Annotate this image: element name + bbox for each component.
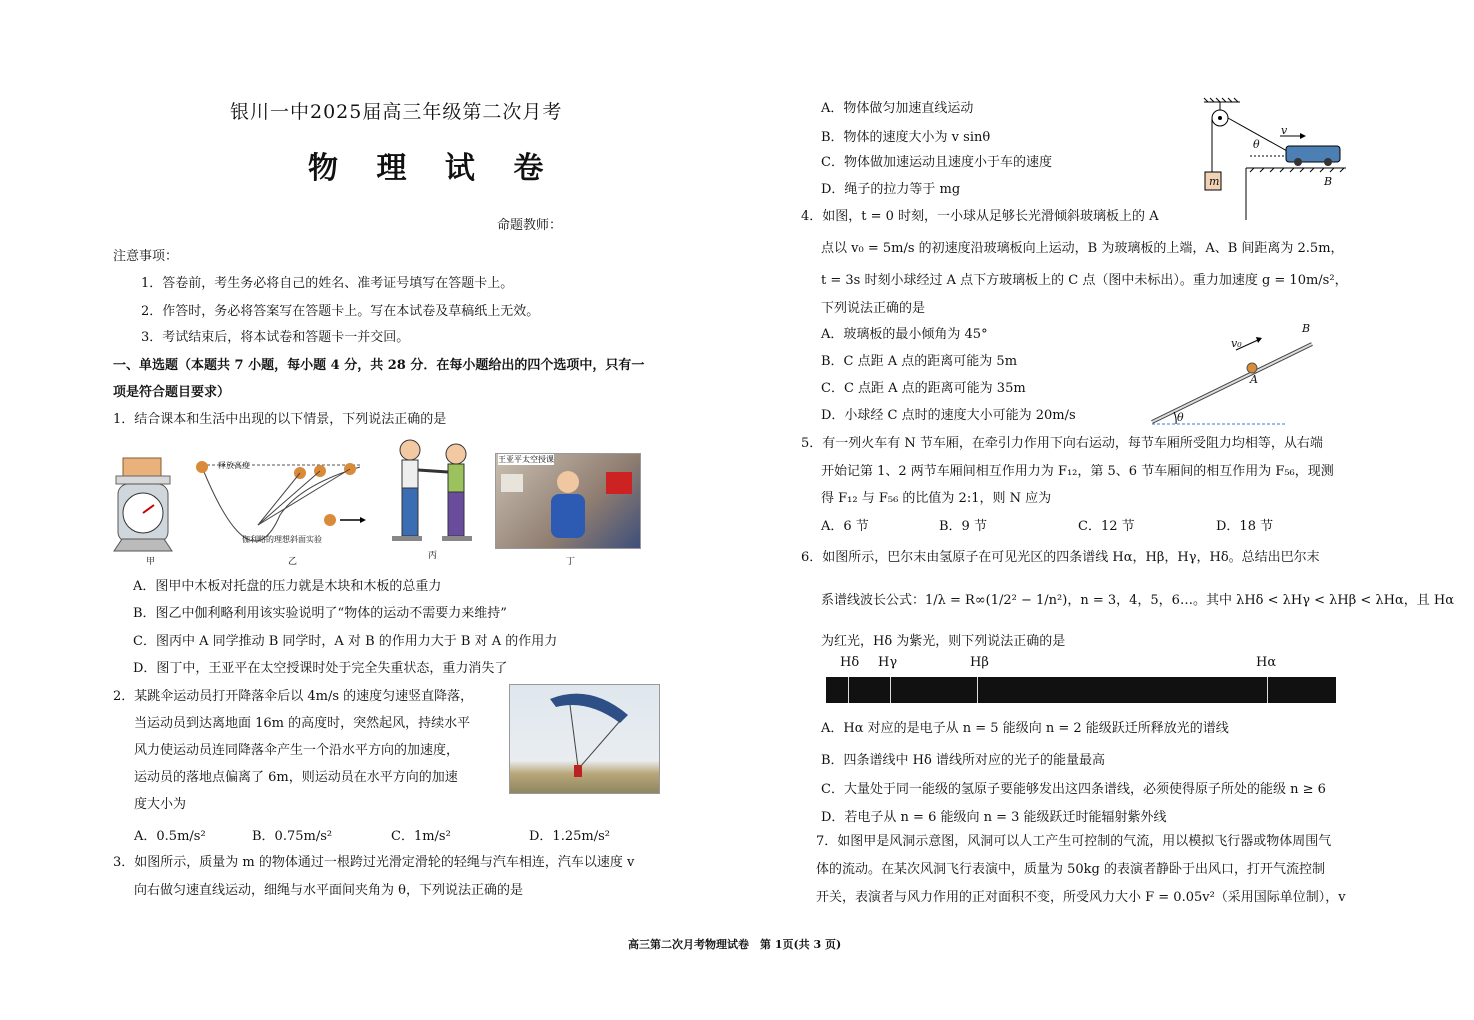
q7-line: 7．如图甲是风洞示意图，风洞可以人工产生可控制的气流，用以模拟飞行器或物体周围气: [816, 834, 1332, 849]
q2-option-c: C．1m/s²: [391, 829, 451, 844]
q1-option-a: A．图甲中木板对托盘的压力就是木块和木板的总重力: [133, 579, 442, 594]
q4-option-d: D．小球经 C 点时的速度大小可能为 20m/s: [821, 408, 1076, 423]
fig-label-ding: 丁: [566, 557, 576, 567]
q2-line: 运动员的落地点偏离了 6m，则运动员在水平方向的加速: [134, 770, 458, 785]
q2-option-d: D．1.25m/s²: [529, 829, 610, 844]
section-heading: 一、单选题（本题共 7 小题，每小题 4 分，共 28 分．在每小题给出的四个选项中，只有一: [113, 358, 645, 373]
q4-line: t = 3s 时刻小球经过 A 点下方玻璃板上的 C 点（图中未标出）。重力加速度 g = 10m/s²，: [821, 273, 1348, 288]
q4-option-c: C．C 点距 A 点的距离可能为 35m: [821, 381, 1026, 396]
q1-option-c: C．图丙中 A 同学推动 B 同学时，A 对 B 的作用力大于 B 对 A 的作用力: [133, 634, 558, 649]
q4-line: 点以 v₀ = 5m/s 的初速度沿玻璃板向上运动，B 为玻璃板的上端，A、B 间距离为 2.5m，: [821, 241, 1344, 256]
q6-option-a: A．Hα 对应的是电子从 n = 5 能级向 n = 2 能级跃迁所释放光的谱线: [821, 721, 1229, 736]
q2-line: 度大小为: [134, 797, 187, 812]
q3-label-b: B: [1324, 175, 1333, 188]
spectrum-bar: [826, 677, 1336, 703]
q4-option-a: A．玻璃板的最小倾角为 45°: [821, 327, 988, 342]
section-heading-cont: 项是符合题目要求）: [113, 385, 231, 400]
spectrum-label-h-gamma: Hγ: [878, 655, 898, 670]
fig-label-jia: 甲: [146, 557, 156, 567]
notice-title: 注意事项：: [113, 249, 179, 264]
teacher-line: 命题教师：: [497, 218, 563, 233]
q6-option-c: C．大量处于同一能级的氢原子要能够发出这四条谱线，必须使得原子所处的能级 n ≥ 6: [821, 782, 1326, 797]
page-footer: 高三第二次月考物理试卷 第 1页(共 3 页): [628, 938, 842, 951]
q1-stem: 1．结合课本和生活中出现的以下情景，下列说法正确的是: [113, 412, 447, 427]
spectrum-line-h-beta: [977, 677, 978, 703]
q4-label-a: A: [1250, 373, 1258, 386]
q3-label-m: m: [1209, 175, 1220, 188]
q6-line: 系谱线波长公式：1/λ = R∞(1/2² − 1/n²)，n = 3，4，5，6…。其中 λHδ < λHγ < λHβ < λHα，且 Hα: [821, 593, 1454, 608]
q4-label-theta: θ: [1177, 411, 1184, 424]
q3-option-d: D．绳子的拉力等于 mg: [821, 182, 961, 197]
q5-line: 开始记第 1、2 两节车厢间相互作用力为 F₁₂，第 5、6 节车厢间的相互作用为 F₅₆，现测: [821, 464, 1334, 479]
q6-option-b: B．四条谱线中 Hδ 谱线所对应的光子的能量最高: [821, 753, 1105, 768]
q6-line: 6．如图所示，巴尔末由氢原子在可见光区的四条谱线 Hα，Hβ，Hγ，Hδ。总结出巴尔末: [801, 550, 1320, 565]
notice-item: 1．答卷前，考生务必将自己的姓名、准考证号填写在答题卡上。: [141, 276, 514, 291]
spectrum-label-h-alpha: Hα: [1256, 655, 1277, 670]
q3-line: 3．如图所示，质量为 m 的物体通过一根跨过光滑定滑轮的轻绳与汽车相连，汽车以速度 v: [113, 855, 635, 870]
galileo-caption: 伽利略的理想斜面实验: [242, 535, 322, 544]
q2-line: 2．某跳伞运动员打开降落伞后以 4m/s 的速度匀速竖直降落，: [113, 689, 474, 704]
spectrum-label-h-delta: Hδ: [840, 655, 860, 670]
q2-parachute-photo: [509, 684, 660, 794]
q3-option-a: A．物体做匀加速直线运动: [821, 101, 974, 116]
notice-item: 2．作答时，务必将答案写在答题卡上。写在本试卷及草稿纸上无效。: [141, 304, 540, 319]
q3-line: 向右做匀速直线运动，细绳与水平面间夹角为 θ，下列说法正确的是: [134, 883, 523, 898]
release-height-label: 释放高度: [218, 461, 250, 470]
q5-option-c: C．12 节: [1078, 519, 1135, 534]
q2-option-a: A．0.5m/s²: [134, 829, 206, 844]
q5-line: 得 F₁₂ 与 F₅₆ 的比值为 2:1，则 N 应为: [821, 491, 1052, 506]
q1-option-d: D．图丁中，王亚平在太空授课时处于完全失重状态，重力消失了: [133, 661, 508, 676]
q3-option-b: B．物体的速度大小为 v sinθ: [821, 130, 991, 145]
q1-figure-pushing: [388, 438, 478, 553]
spectrum-line-h-gamma: [890, 677, 891, 703]
fig-label-yi: 乙: [288, 557, 298, 567]
school-title: 银川一中2025届高三年级第二次月考: [230, 101, 563, 123]
q5-option-d: D．18 节: [1216, 519, 1274, 534]
q4-line: 下列说法正确的是: [821, 301, 926, 316]
q2-line: 当运动员到达离地面 16m 的高度时，突然起风，持续水平: [134, 716, 471, 731]
q1-figure-space-class: [495, 453, 641, 549]
space-class-caption: 王亚平太空授课: [498, 455, 554, 464]
q3-pulley-figure: [1200, 96, 1350, 222]
subject-title: 物 理 试 卷: [308, 151, 558, 186]
q4-label-v0: v₀: [1231, 337, 1242, 350]
q6-line: 为红光，Hδ 为紫光，则下列说法正确的是: [821, 634, 1066, 649]
q5-option-a: A．6 节: [821, 519, 869, 534]
fig-label-bing: 丙: [428, 551, 438, 561]
q4-label-b: B: [1302, 322, 1311, 335]
q1-option-b: B．图乙中伽利略利用该实验说明了“物体的运动不需要力来维持”: [133, 606, 507, 621]
spectrum-line-h-alpha: [1267, 677, 1268, 703]
q7-line: 体的流动。在某次风洞飞行表演中，质量为 50kg 的表演者静卧于出风口，打开气流控制: [816, 862, 1326, 877]
q3-option-c: C．物体做加速运动且速度小于车的速度: [821, 155, 1052, 170]
q2-option-b: B．0.75m/s²: [252, 829, 333, 844]
spectrum-line-h-delta: [848, 677, 849, 703]
q1-figure-scale: [108, 455, 178, 555]
q3-label-theta: θ: [1253, 138, 1260, 151]
q5-option-b: B．9 节: [939, 519, 987, 534]
spectrum-label-h-beta: Hβ: [970, 655, 989, 670]
q4-option-b: B．C 点距 A 点的距离可能为 5m: [821, 354, 1018, 369]
q3-label-v: v: [1281, 124, 1288, 137]
q2-line: 风力使运动员连同降落伞产生一个沿水平方向的加速度，: [134, 743, 460, 758]
notice-item: 3．考试结束后，将本试卷和答题卡一并交回。: [141, 330, 410, 345]
q4-line: 4．如图，t = 0 时刻，一小球从足够长光滑倾斜玻璃板上的 A: [801, 209, 1159, 224]
q6-option-d: D．若电子从 n = 6 能级向 n = 3 能级跃迁时能辐射紫外线: [821, 810, 1167, 825]
q5-line: 5．有一列火车有 N 节车厢，在牵引力作用下向右运动，每节车厢所受阻力均相等，从右端: [801, 436, 1323, 451]
q7-line: 开关，表演者与风力作用的正对面积不变，所受风力大小 F = 0.05v²（采用国际单位制），v: [816, 890, 1346, 905]
